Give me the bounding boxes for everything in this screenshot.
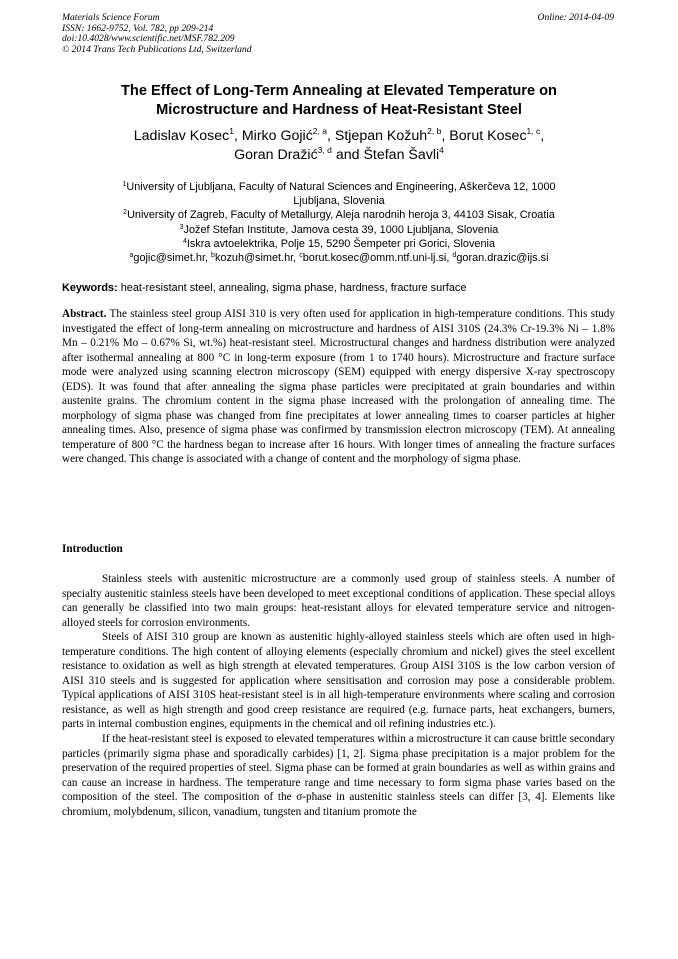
journal-header bbox=[62, 13, 252, 55]
email-sup: a bbox=[129, 252, 134, 260]
author-sup: 4 bbox=[439, 144, 444, 155]
author-name: Štefan Šavli bbox=[363, 146, 440, 163]
affiliation-sup: 4 bbox=[182, 237, 187, 245]
intro-paragraph-3: If the heat-resistant steel is exposed to elevated temperatures within a microstructure it can cause brittle secondary particles (primarily sigma phase and sporadically carbides) [1, 2]. Sigma phase precipitation is a major problem for the preservation of the required properties of steel. Sigma phase can be formed at grain boundaries as well as within grains and can cause an increase in hardness. The temperature range and time necessary to form sigma phase varies based on the composition of the steel. The composition of the σ-phase in austenitic stainless steels can differ [3, 4]. Elements like chromium, molybdenum, silicon, vanadium, tungsten and titanium promote the bbox=[62, 733, 615, 818]
affiliation-sup: 3 bbox=[179, 223, 184, 231]
journal-name: Materials Science Forum bbox=[62, 12, 160, 23]
abstract-text: The stainless steel group AISI 310 is very often used for application in high-temperature conditions. This study investigated the effect of long-term annealing on microstructure and hardness of AISI 310S (24.3% Cr-19.3% Ni – 1.8% Mn – 0.21% Mo – 0.67% Si, wt.%) heat-resistant steel. Microstructural changes and hardness distribution were analyzed after isothermal annealing at 800 °C in long-term exposure (from 1 to 1740 hours). Microstructure and fracture surface mode were analyzed using scanning electron microscopy (SEM) equipped with energy dispersive X-ray spectroscopy (EDS). It was found that after annealing the sigma phase particles were precipitated at grain boundaries and within austenite grains. The chromium content in the sigma phase increased with the prolongation of annealing time. The morphology of sigma phase was changed from fine precipitates at lower annealing times to coarser particles at higher annealing times. Also, presence of sigma phase was confirmed by transmission electron microscopy (TEM). At annealing temperature of 800 °C the hardness began to increase after 16 hours. With longer times of annealing the fracture surfaces were changed. This change is associated with a change of content and the morphology of sigma phase. bbox=[62, 308, 615, 466]
author-line-1: Ladislav Kosec$^1$, Mirko Gojić$^{2, a}$, Stjepan Kožuh$^{2, b}$, Borut Kosec$^{1, c}$, bbox=[133, 126, 545, 144]
email-link[interactable]: gojic@simet.hr, bbox=[133, 252, 208, 265]
title-line-1: The Effect of Long-Term Annealing at Elevated Temperature on bbox=[121, 83, 557, 99]
section-heading-introduction: Introduction bbox=[62, 543, 123, 555]
copyright-line: © 2014 Trans Tech Publications Ltd, Switzerland bbox=[62, 43, 252, 55]
email-line bbox=[40, 251, 638, 265]
issn-line: ISSN: 1662-9752, Vol. 782, pp 209-214 bbox=[62, 22, 214, 34]
author-name: Goran Dražić bbox=[234, 146, 318, 163]
email-sup: c bbox=[299, 252, 303, 260]
abstract-label: Abstract. bbox=[62, 308, 107, 320]
email-link[interactable]: kozuh@simet.hr, bbox=[214, 252, 297, 265]
intro-paragraph-2: Steels of AISI 310 group are known as austenitic highly-alloyed stainless steels which are often used in high-temperature conditions. The high content of alloying elements (especially chromium and nickel) gives the steel excellent resistance to oxidation as well as high strength at elevated temperatures. Group AISI 310S is the low carbon version of AISI 310 steels and is suggested for application where sensitisation and corrosion may pose a considerable problem. Typical applications of AISI 310S heat-resistant steel is in all high-temperature environments where scaling and corrosion resistance, as well as high strength and good creep resistance are required (e.g. furnace parts, heat exchangers, burners, parts in internal combustion engines, equipments in the chemical and oil refining industries etc.). bbox=[62, 631, 615, 731]
online-date: Online: 2014-04-09 bbox=[537, 12, 614, 23]
affiliation-3 bbox=[40, 223, 638, 237]
affiliation-text: Jožef Stefan Institute, Jamova cesta 39, 1000 Ljubljana, Slovenia bbox=[183, 223, 499, 236]
author-sup: 2, a bbox=[312, 126, 327, 136]
affiliations bbox=[40, 180, 638, 265]
author-name: Mirko Gojić bbox=[241, 128, 313, 144]
doi-line[interactable]: doi:10.4028/www.scientific.net/MSF.782.209 bbox=[62, 33, 235, 45]
email-sup: d bbox=[452, 252, 457, 260]
author-sup: 1, c bbox=[526, 126, 541, 136]
email-sup: b bbox=[211, 252, 215, 260]
affiliation-sup: 2 bbox=[123, 209, 128, 217]
affiliation-2 bbox=[40, 208, 638, 222]
affiliation-text: University of Ljubljana, Faculty of Natural Sciences and Engineering, Aškerčeva 12, 1000 bbox=[126, 181, 556, 193]
email-link[interactable]: borut.kosec@omm.ntf.uni-lj.si, bbox=[302, 252, 450, 265]
author-sup: 3, d bbox=[317, 144, 332, 155]
abstract bbox=[62, 307, 615, 467]
affiliation-text: Iskra avtoelektrika, Polje 15, 5290 Šempeter pri Gorici, Slovenia bbox=[186, 237, 496, 250]
author-name: Stjepan Kožuh bbox=[334, 128, 428, 144]
affiliation-sup: 1 bbox=[122, 181, 127, 188]
author-sup: 1 bbox=[229, 126, 234, 136]
author-name: Ladislav Kosec bbox=[133, 128, 230, 144]
affiliation-4 bbox=[40, 237, 638, 251]
email-link[interactable]: goran.drazic@ijs.si bbox=[456, 252, 549, 265]
keywords-label: Keywords: bbox=[62, 282, 118, 294]
keywords-text: heat-resistant steel, annealing, sigma phase, hardness, fracture surface bbox=[120, 282, 467, 294]
affiliation-text: University of Zagreb, Faculty of Metallurgy, Aleja narodnih heroja 3, 44103 Sisak, Croatia bbox=[127, 209, 555, 222]
affiliation-1-cont: Ljubljana, Slovenia bbox=[293, 195, 385, 208]
affiliation-1 bbox=[40, 180, 638, 194]
intro-paragraph-1: Stainless steels with austenitic microstructure are a commonly used group of stainless steels. A number of specialty austenitic stainless steels have been developed to meet exceptional conditions of application. These special alloys can generally be classified into two main groups: heat-resistant alloys for elevated temperature service and nitrogen-alloyed steels for corrosion environments. bbox=[62, 573, 615, 629]
author-list bbox=[40, 127, 638, 164]
author-line-2 bbox=[40, 146, 638, 165]
author-sup: 2, b bbox=[427, 126, 442, 136]
author-name: Borut Kosec bbox=[449, 128, 527, 144]
author-and: and bbox=[335, 146, 360, 163]
paper-title bbox=[40, 82, 638, 120]
introduction-body bbox=[62, 572, 615, 819]
keywords bbox=[62, 281, 622, 295]
title-line-2: Microstructure and Hardness of Heat-Resistant Steel bbox=[156, 102, 522, 118]
